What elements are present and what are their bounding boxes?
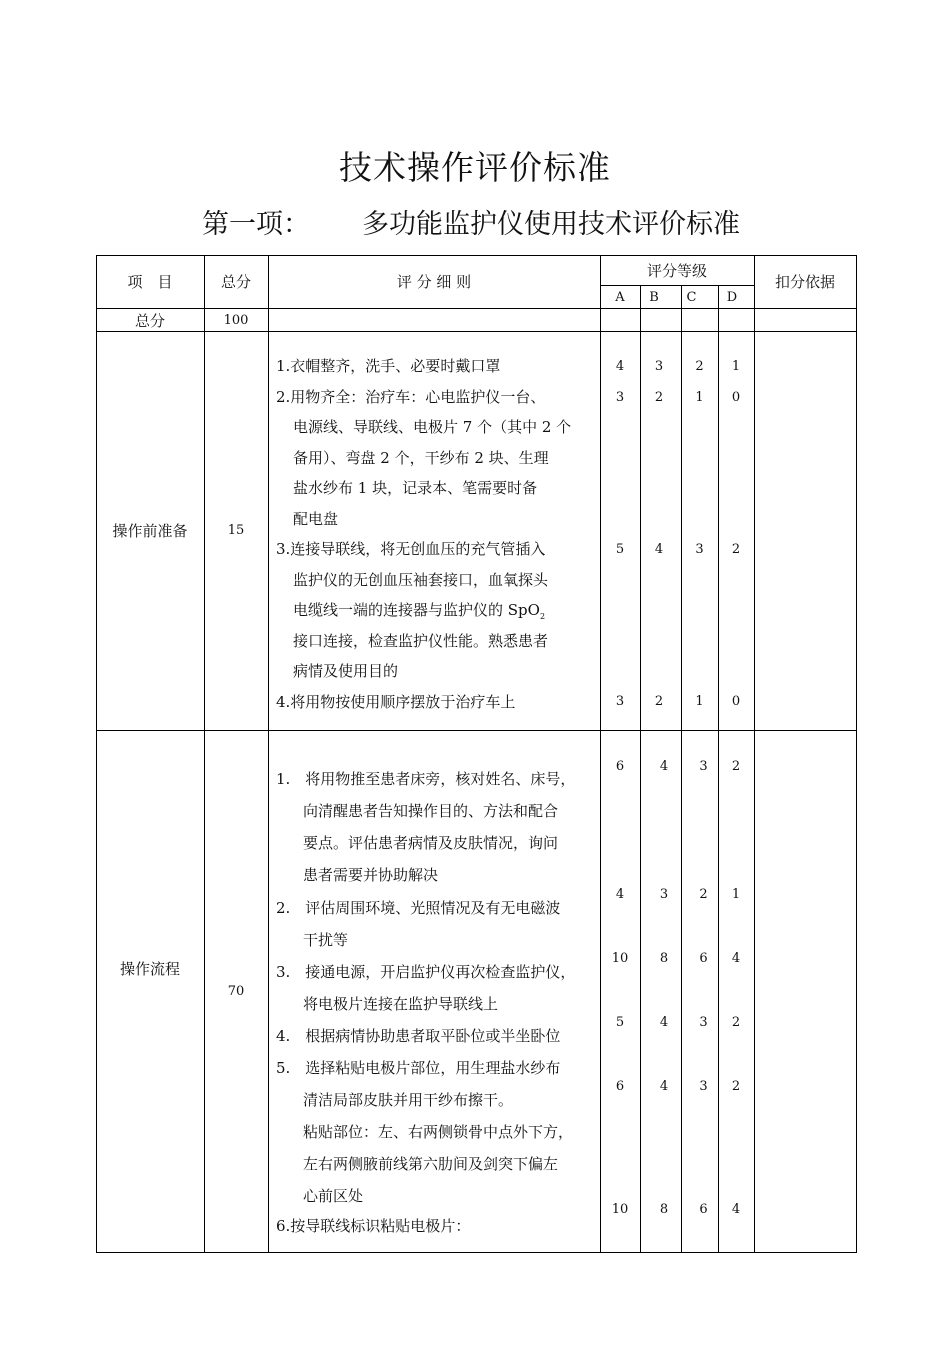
grade-c: 6 xyxy=(699,951,708,966)
rule-line: 4. 根据病情协助患者取平卧位或半坐卧位 xyxy=(276,1027,561,1045)
rule-line: 1.衣帽整齐，洗手、必要时戴口罩 xyxy=(276,357,501,375)
grade-c: 3 xyxy=(699,1015,708,1030)
section-score: 70 xyxy=(227,984,245,999)
grade-c: 2 xyxy=(695,359,704,374)
grade-c: 3 xyxy=(699,1079,708,1094)
grade-b: 4 xyxy=(654,542,664,557)
total-row-bottom-line xyxy=(96,331,857,332)
grade-d: 4 xyxy=(731,1202,741,1217)
rule-line: 左右两侧腋前线第六肋间及剑突下偏左 xyxy=(303,1155,559,1173)
grade-b: 2 xyxy=(654,694,664,709)
grade-d: 0 xyxy=(731,390,741,405)
section-score: 15 xyxy=(227,523,245,538)
header-deduction: 扣分依据 xyxy=(774,273,835,291)
rule-line: 备用）、弯盘 2 个，干纱布 2 块、生理 xyxy=(293,449,549,467)
grade-b: 4 xyxy=(659,1079,669,1094)
grade-header-divider xyxy=(601,285,755,286)
header-rules: 评 分 细 则 xyxy=(396,273,472,291)
page-title: 技术操作评价标准 xyxy=(339,148,611,187)
grade-b: 2 xyxy=(654,390,664,405)
grade-a: 10 xyxy=(611,1202,629,1217)
rule-line: 2. 评估周围环境、光照情况及有无电磁波 xyxy=(276,899,561,917)
table-border-right xyxy=(856,255,857,1253)
grade-a: 5 xyxy=(615,542,625,557)
rule-line: 监护仪的无创血压袖套接口，血氧探头 xyxy=(293,571,549,589)
grade-d: 1 xyxy=(731,887,741,902)
header-bottom-line xyxy=(96,308,857,309)
subtitle-text: 多功能监护仪使用技术评价标准 xyxy=(362,209,740,240)
total-row-value: 100 xyxy=(223,313,249,328)
grade-c: 3 xyxy=(695,542,704,557)
rule-line: 6.按导联线标识粘贴电极片： xyxy=(276,1217,471,1235)
grade-a: 3 xyxy=(615,694,625,709)
col-divider-item xyxy=(204,255,205,1253)
header-grade: 评分等级 xyxy=(646,262,707,280)
grade-c: 3 xyxy=(699,759,708,774)
grade-c: 2 xyxy=(699,887,708,902)
grade-a: 6 xyxy=(615,759,625,774)
rule-line: 患者需要并协助解决 xyxy=(303,866,439,884)
rule-line xyxy=(293,602,545,625)
section-name: 操作流程 xyxy=(119,960,180,978)
grade-b: 4 xyxy=(659,759,669,774)
spo2-subscript: 2 xyxy=(539,612,546,621)
table-border-left xyxy=(96,255,97,1253)
grade-b: 3 xyxy=(659,887,669,902)
grade-d: 1 xyxy=(731,359,741,374)
rule-line: 盐水纱布 1 块，记录本、笔需要时备 xyxy=(293,479,538,497)
grade-b: 8 xyxy=(659,951,669,966)
rule-line: 4.将用物按使用顺序摆放于治疗车上 xyxy=(276,693,516,711)
grade-b: 8 xyxy=(659,1202,669,1217)
rule-line: 3. 接通电源，开启监护仪再次检查监护仪， xyxy=(276,963,576,981)
rule-line: 5. 选择粘贴电极片部位，用生理盐水纱布 xyxy=(276,1059,561,1077)
rule-line: 清洁局部皮肤并用干纱布擦干。 xyxy=(303,1091,514,1109)
table-border-top xyxy=(96,255,857,256)
total-row-label: 总分 xyxy=(134,312,165,330)
grade-d: 0 xyxy=(731,694,741,709)
rule-line: 电源线、导联线、电极片 7 个（其中 2 个 xyxy=(293,418,572,436)
rule-line: 接口连接，检查监护仪性能。熟悉患者 xyxy=(293,632,549,650)
col-divider-score xyxy=(268,255,269,1253)
grade-a: 4 xyxy=(615,887,625,902)
subtitle-label: 第一项： xyxy=(202,209,310,240)
grade-a: 5 xyxy=(615,1015,625,1030)
rule-line: 1. 将用物推至患者床旁，核对姓名、床号， xyxy=(276,770,576,788)
table-border-bottom xyxy=(96,1252,857,1253)
grade-d: 4 xyxy=(731,951,741,966)
rule-line: 2.用物齐全：治疗车：心电监护仪一台、 xyxy=(276,388,546,406)
grade-a: 4 xyxy=(615,359,625,374)
grade-level-d: D xyxy=(726,290,738,305)
rule-line: 将电极片连接在监护导联线上 xyxy=(303,995,499,1013)
grade-d: 2 xyxy=(731,542,741,557)
rule-line: 心前区处 xyxy=(303,1187,364,1205)
grade-level-c: C xyxy=(686,290,697,305)
rule-line: 配电盘 xyxy=(293,510,339,528)
evaluation-table xyxy=(96,255,857,1253)
grade-level-a: A xyxy=(615,290,625,305)
grade-a: 6 xyxy=(615,1079,625,1094)
page-subtitle xyxy=(202,202,740,241)
grade-b: 4 xyxy=(659,1015,669,1030)
col-divider-d xyxy=(754,255,755,1253)
grade-d: 2 xyxy=(731,1015,741,1030)
section1-bottom-line xyxy=(96,730,857,731)
grade-c: 1 xyxy=(695,390,704,405)
grade-a: 3 xyxy=(615,390,625,405)
rule-line: 干扰等 xyxy=(303,931,349,949)
grade-c: 6 xyxy=(699,1202,708,1217)
section-name: 操作前准备 xyxy=(112,522,188,540)
rule-line: 病情及使用目的 xyxy=(293,662,399,680)
grade-d: 2 xyxy=(731,759,741,774)
grade-b: 3 xyxy=(654,359,664,374)
rule-line: 要点。评估患者病情及皮肤情况，询问 xyxy=(303,834,559,852)
header-item: 项 目 xyxy=(127,273,173,291)
rule-line-text: 电缆线一端的连接器与监护仪的 SpO xyxy=(293,601,540,619)
grade-level-b: B xyxy=(649,290,659,305)
rule-line: 粘贴部位：左、右两侧锁骨中点外下方， xyxy=(303,1123,574,1141)
grade-a: 10 xyxy=(611,951,629,966)
header-score: 总分 xyxy=(220,273,251,291)
grade-d: 2 xyxy=(731,1079,741,1094)
grade-c: 1 xyxy=(695,694,704,709)
rule-line: 3.连接导联线，将无创血压的充气管插入 xyxy=(276,540,546,558)
rule-line: 向清醒患者告知操作目的、方法和配合 xyxy=(303,802,559,820)
